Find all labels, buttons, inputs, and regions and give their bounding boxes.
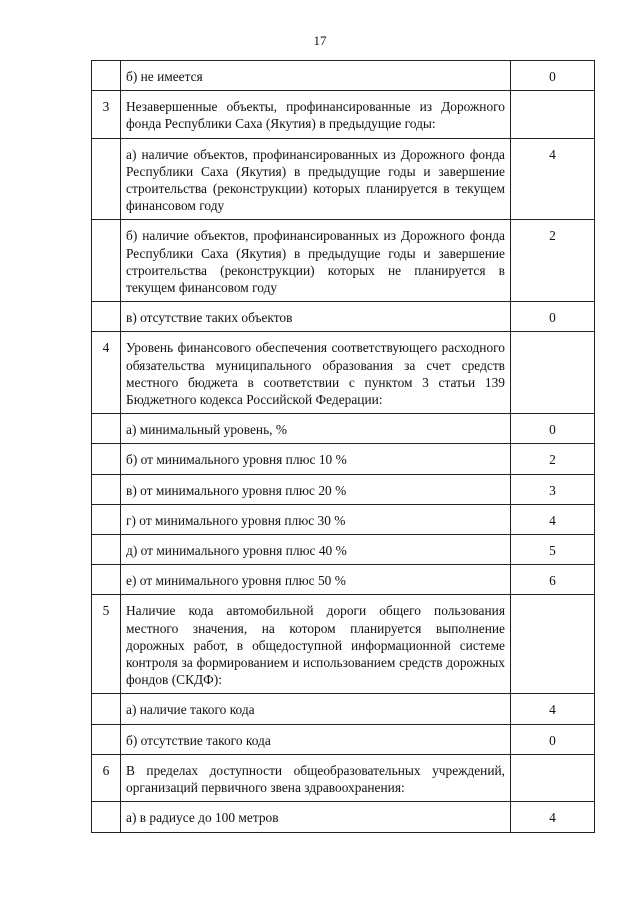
row-score [511,595,595,694]
table-row [92,474,595,504]
row-score: 4 [511,504,595,534]
row-score: 0 [511,302,595,332]
row-number: 6 [92,754,121,801]
row-number [92,724,121,754]
row-number [92,535,121,565]
row-score [511,332,595,414]
table-row [92,754,595,801]
row-score: 0 [511,724,595,754]
table-row [92,802,595,832]
table-row [92,91,595,138]
row-number: 5 [92,595,121,694]
row-criterion: а) наличие такого кода [121,694,511,724]
row-criterion: В пределах доступности общеобразовательных учреждений, организаций первичного звена здравоохранения: [121,754,511,801]
table-row [92,220,595,302]
row-criterion: е) от минимального уровня плюс 50 % [121,565,511,595]
row-number [92,802,121,832]
row-score [511,754,595,801]
row-number [92,61,121,91]
row-criterion: в) от минимального уровня плюс 20 % [121,474,511,504]
row-number: 4 [92,332,121,414]
row-score: 2 [511,444,595,474]
table-row [92,565,595,595]
row-number [92,138,121,220]
row-criterion: в) отсутствие таких объектов [121,302,511,332]
row-score: 4 [511,802,595,832]
row-score [511,91,595,138]
table-row [92,332,595,414]
row-score: 4 [511,694,595,724]
row-score: 4 [511,138,595,220]
row-score: 3 [511,474,595,504]
row-criterion: Уровень финансового обеспечения соответствующего расходного обязательства муниципального образования за счет средств местного бюджета в соответствии с пунктом 3 статьи 139 Бюджетного кодекса Российской Федерации: [121,332,511,414]
row-criterion: г) от минимального уровня плюс 30 % [121,504,511,534]
row-criterion: б) не имеется [121,61,511,91]
row-criterion: б) от минимального уровня плюс 10 % [121,444,511,474]
row-score: 0 [511,61,595,91]
table-row [92,138,595,220]
table-row [92,535,595,565]
row-number [92,565,121,595]
row-criterion: а) в радиусе до 100 метров [121,802,511,832]
row-criterion: Незавершенные объекты, профинансированные из Дорожного фонда Республики Саха (Якутия) в предыдущие годы: [121,91,511,138]
table-row [92,504,595,534]
row-number [92,302,121,332]
table-row [92,694,595,724]
table-row [92,302,595,332]
row-number [92,694,121,724]
table-row [92,444,595,474]
row-criterion: б) наличие объектов, профинансированных из Дорожного фонда Республики Саха (Якутия) в предыдущие годы и завершение строительства (реконструкции) которых не планируется в текущем финансовом году [121,220,511,302]
row-criterion: д) от минимального уровня плюс 40 % [121,535,511,565]
row-score: 0 [511,414,595,444]
page-number: 17 [313,33,327,48]
row-number [92,474,121,504]
criteria-table [91,60,595,833]
row-number [92,504,121,534]
row-score: 6 [511,565,595,595]
table-row [92,724,595,754]
row-number [92,414,121,444]
row-number [92,444,121,474]
row-score: 5 [511,535,595,565]
table-row [92,414,595,444]
row-number: 3 [92,91,121,138]
row-criterion: а) наличие объектов, профинансированных из Дорожного фонда Республики Саха (Якутия) в предыдущие годы и завершение строительства (реконструкции) которых планируется в текущем финансовом году [121,138,511,220]
row-criterion: б) отсутствие такого кода [121,724,511,754]
row-criterion: а) минимальный уровень, % [121,414,511,444]
row-criterion: Наличие кода автомобильной дороги общего пользования местного значения, на котором планируется выполнение дорожных работ, в общедоступной информационной системе контроля за формированием и использованием средств дорожных фондов (СКДФ): [121,595,511,694]
row-number [92,220,121,302]
row-score: 2 [511,220,595,302]
table-row [92,595,595,694]
table-row [92,61,595,91]
